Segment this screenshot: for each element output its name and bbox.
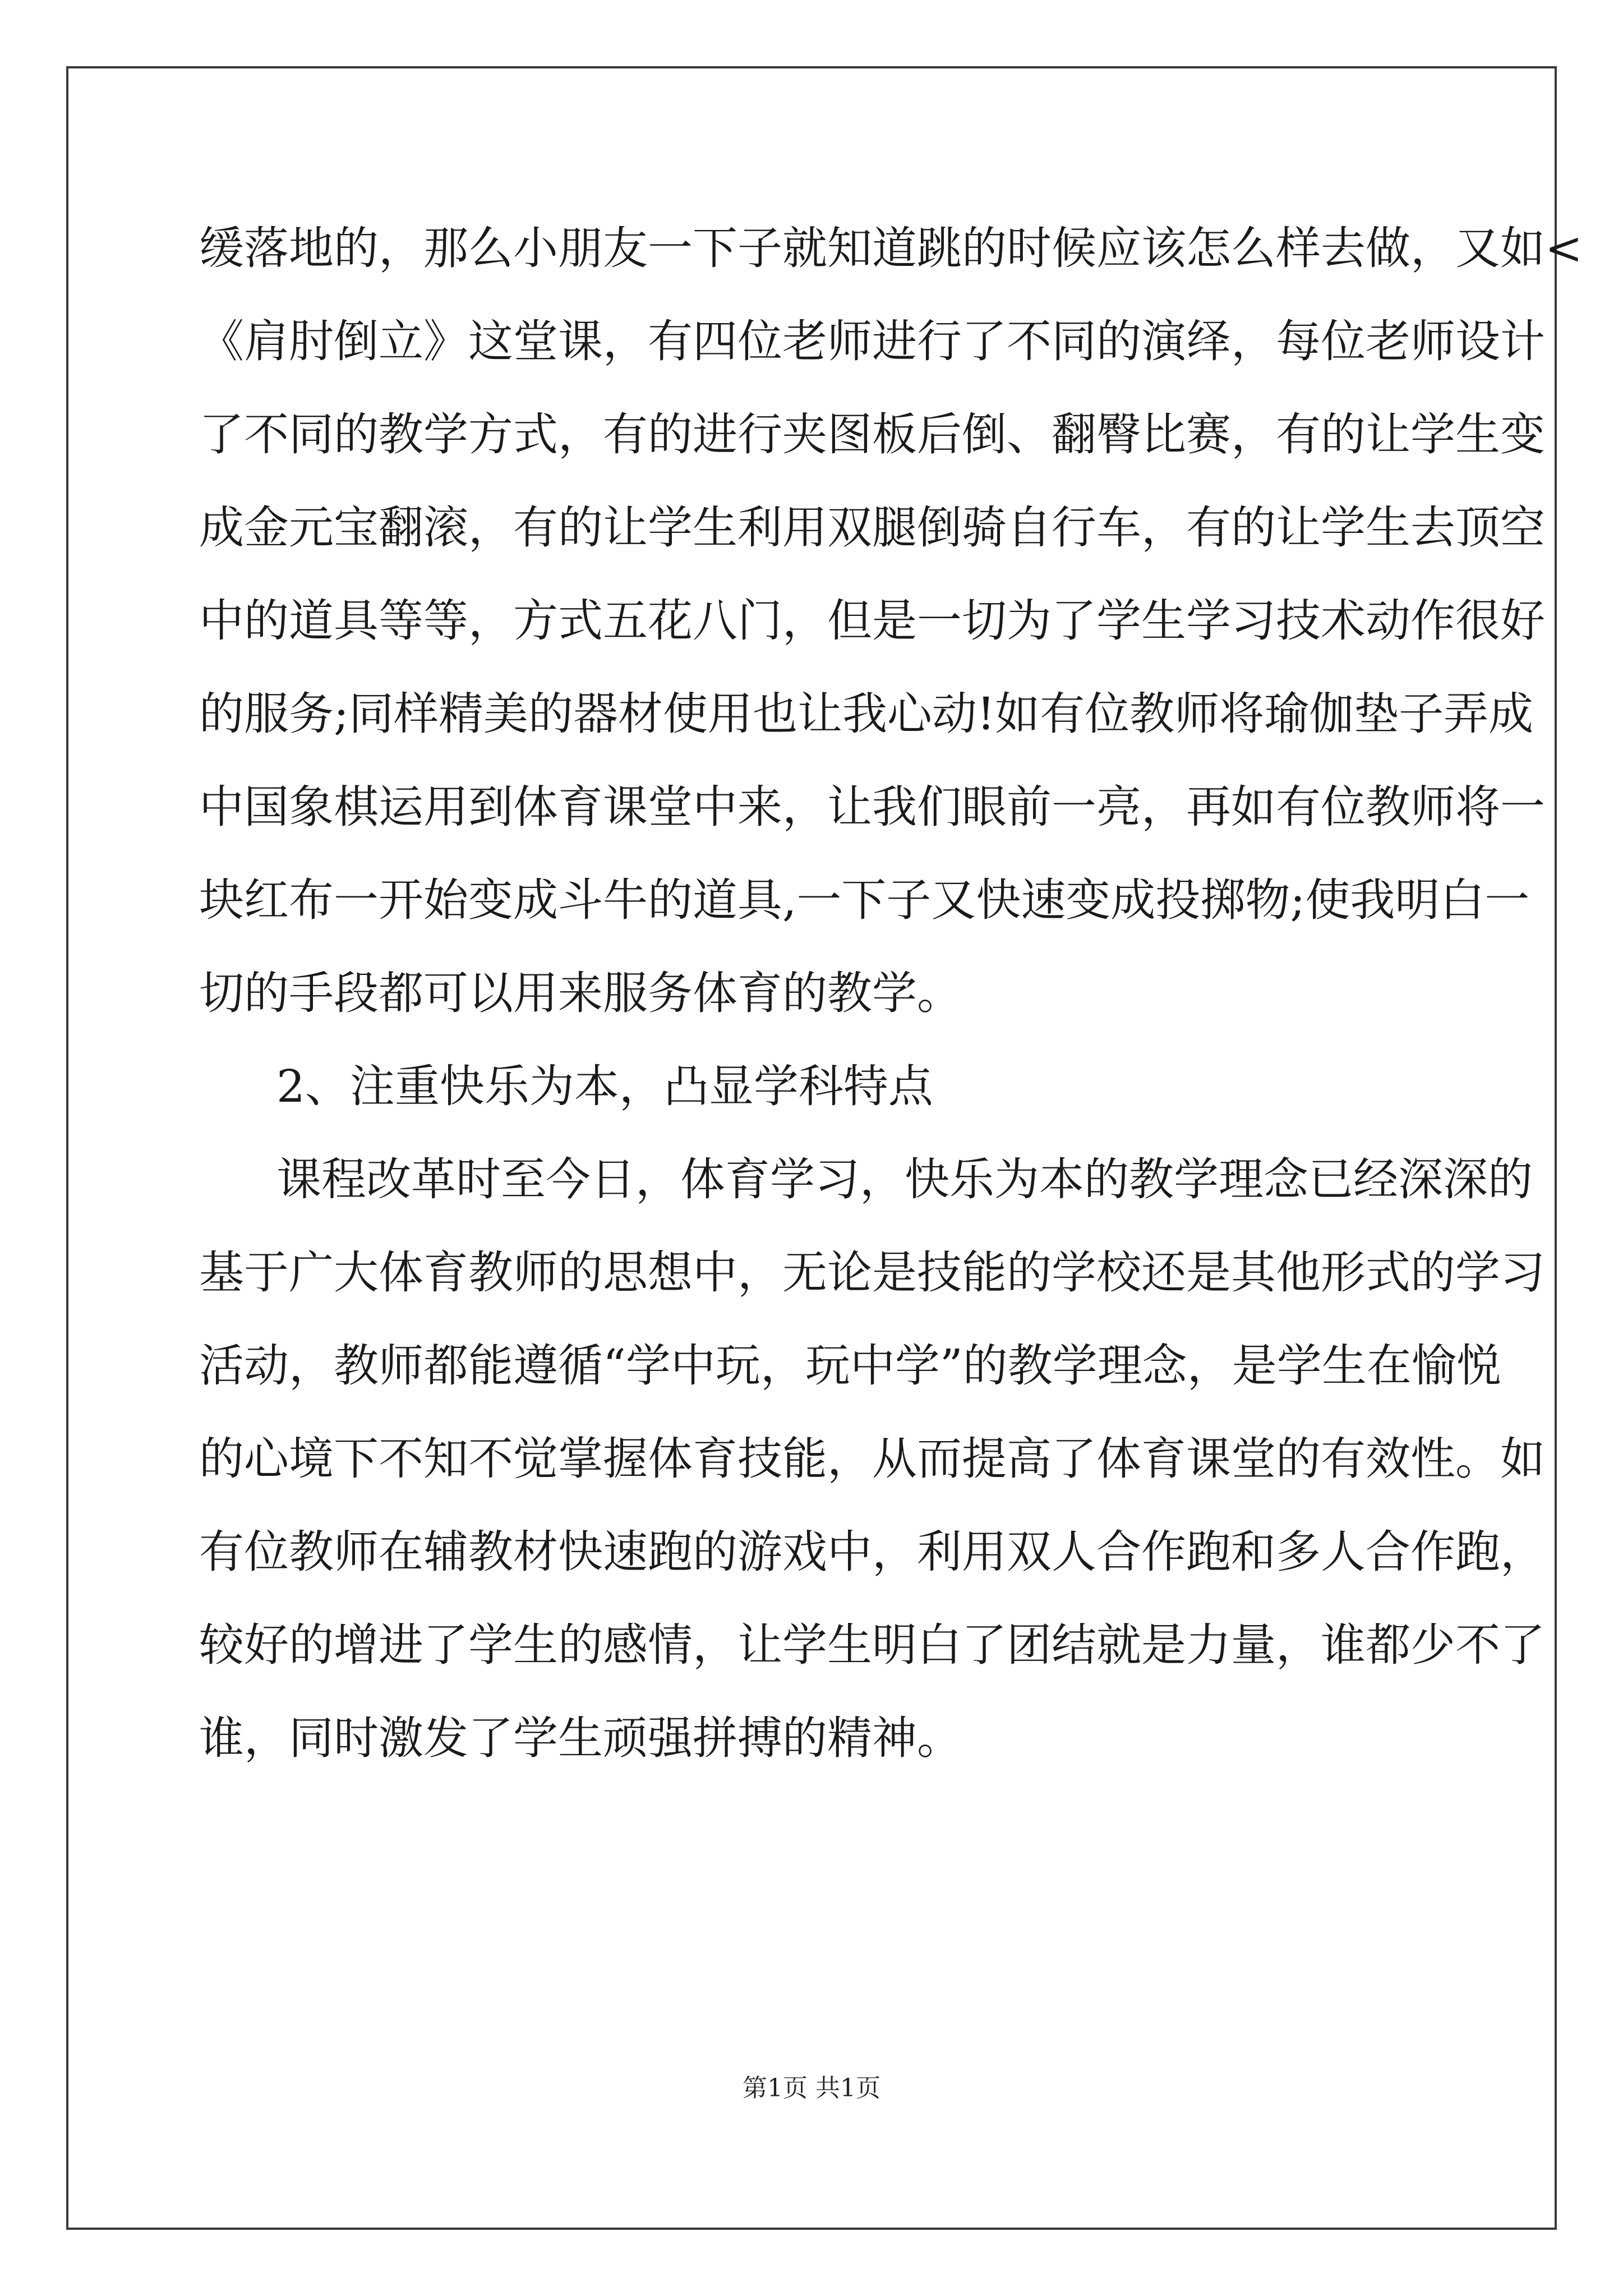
text-line: 切的手段都可以用来服务体育的教学。 bbox=[199, 967, 962, 1019]
text-line: 较好的增进了学生的感情，让学生明白了团结就是力量，谁都少不了 bbox=[199, 1619, 1545, 1671]
document-body bbox=[199, 202, 1583, 1785]
page-number-footer: 第1页 共1页 bbox=[743, 2074, 880, 2102]
text-line: 基于广大体育教师的思想中，无论是技能的学校还是其他形式的学习 bbox=[199, 1246, 1545, 1299]
text-line: 成金元宝翻滚，有的让学生利用双腿倒骑自行车，有的让学生去顶空 bbox=[199, 501, 1545, 554]
section-heading: 2、注重快乐为本，凸显学科特点 bbox=[276, 1060, 933, 1112]
text-line: 块红布一开始变成斗牛的道具,一下子又快速变成投掷物;使我明白一 bbox=[199, 874, 1530, 926]
text-line: 中国象棋运用到体育课堂中来，让我们眼前一亮，再如有位教师将一 bbox=[199, 781, 1545, 833]
text-line: 缓落地的，那么小朋友一下子就知道跳的时候应该怎么样去做，又如< bbox=[199, 222, 1583, 274]
text-line: 的服务;同样精美的器材使用也让我心动!如有位教师将瑜伽垫子弄成 bbox=[199, 688, 1534, 740]
text-line: 有位教师在辅教材快速跑的游戏中，利用双人合作跑和多人合作跑， bbox=[199, 1526, 1545, 1578]
text-line: 了不同的教学方式，有的进行夹图板后倒、翻臀比赛，有的让学生变 bbox=[199, 408, 1545, 461]
text-line: 《肩肘倒立》这堂课，有四位老师进行了不同的演绎，每位老师设计 bbox=[199, 315, 1545, 367]
text-line: 的心境下不知不觉掌握体育技能，从而提高了体育课堂的有效性。如 bbox=[199, 1433, 1545, 1485]
text-line: 活动，教师都能遵循“学中玩，玩中学”的教学理念，是学生在愉悦 bbox=[199, 1340, 1501, 1392]
text-line: 中的道具等等，方式五花八门，但是一切为了学生学习技术动作很好 bbox=[199, 595, 1545, 647]
text-line: 课程改革时至今日，体育学习，快乐为本的教学理念已经深深的 bbox=[276, 1153, 1533, 1205]
text-line: 谁，同时激发了学生顽强拼搏的精神。 bbox=[199, 1712, 962, 1764]
